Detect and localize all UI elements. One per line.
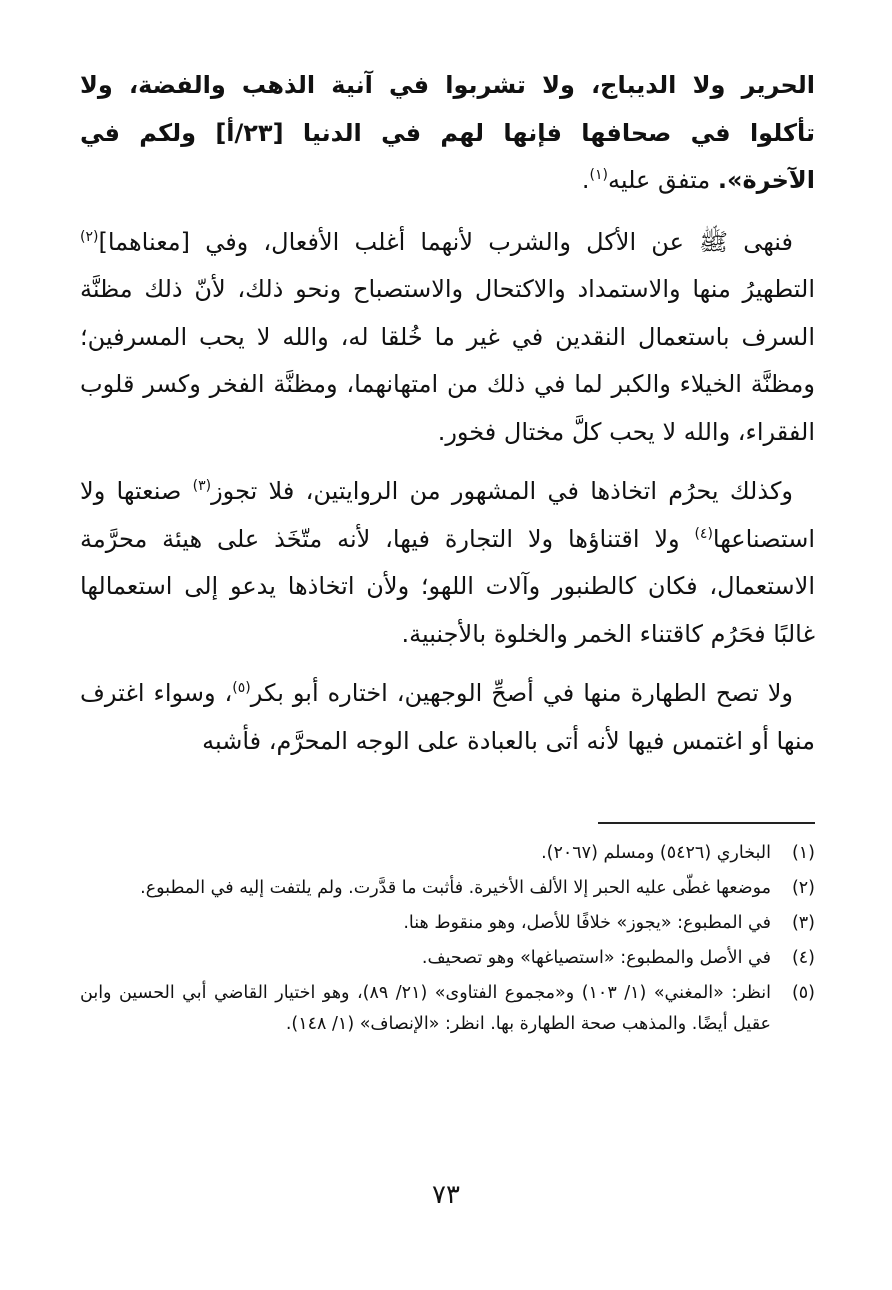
footnote-number: (٢): [791, 878, 815, 898]
paragraph-3-middle: صنعتها ولا استصناعها: [80, 477, 815, 553]
footnote-ref-1[interactable]: (١): [589, 167, 608, 183]
hadith-text: الحرير ولا الديباج، ولا تشربوا في آنية الذهب والفضة، ولا تأكلوا في صحافها فإنها لهم في الدنيا [٢٣/أ] ولكم في الآخرة».: [80, 71, 815, 194]
paragraph-1-end: .: [581, 166, 590, 194]
footnote-number: (٤): [791, 948, 815, 968]
footnote-separator: [598, 822, 815, 824]
footnote-ref-4[interactable]: (٤): [694, 525, 713, 542]
paragraph-2-rest: التطهيرُ منها والاستمداد والاكتحال والاستصباح ونحو ذلك، لأنّ ذلك مظنَّة السرف باستعمال النقدين في غير ما خُلقا له، والله لا يحب المسرفين؛ ومظنَّة الخيلاء والكبر لما في ذلك من امتهانهما، ومظنَّة الفخر وكسر قلوب الفقراء، والله لا يحب كلَّ مختال فخور.: [80, 275, 815, 446]
footnote-ref-3[interactable]: (٣): [192, 478, 212, 494]
paragraph-4: [80, 670, 815, 765]
footnote-number: (٣): [791, 913, 815, 933]
paragraph-3: [80, 468, 815, 658]
paragraph-2-start: فنهى ﷺ عن الأكل والشرب لأنهما أغلب الأفعال، وفي [معناهما]: [98, 227, 793, 256]
paragraph-4-start: ولا تصح الطهارة منها في أصحِّ الوجهين، اختاره أبو بكر: [250, 679, 794, 707]
footnotes: [80, 838, 815, 1044]
footnote-item: [80, 838, 815, 869]
footnote-text: في الأصل والمطبوع: «استصياغها» وهو تصحيف.: [421, 948, 771, 968]
paragraph-2: [80, 219, 815, 457]
page-number: ٧٣: [432, 1180, 460, 1210]
footnote-item: [80, 943, 815, 974]
footnote-ref-2[interactable]: (٢): [80, 228, 99, 245]
footnote-item: [80, 873, 815, 904]
footnote-item: [80, 908, 815, 939]
main-text: [80, 62, 815, 777]
footnote-number: (١): [791, 843, 815, 863]
footnote-text: موضعها غطّى عليه الحبر إلا الألف الأخيرة. فأثبت ما قدَّرت. ولم يلتفت إليه في المطبوع.: [140, 878, 771, 898]
paragraph-1: [80, 62, 815, 205]
footnote-text: انظر: «المغني» (١/ ١٠٣) و«مجموع الفتاوى» (٢١/ ٨٩)، وهو اختيار القاضي أبي الحسين وابن عقيل أيضًا. والمذهب صحة الطهارة بها. انظر: «الإنصاف» (١/ ١٤٨).: [80, 983, 771, 1034]
paragraph-3-rest: ولا اقتناؤها ولا التجارة فيها، لأنه متّخَذ على هيئة محرَّمة الاستعمال، فكان كالطنبور وآلات اللهو؛ ولأن اتخاذها يدعو إلى استعمالها غالبًا فحَرُم كاقتناء الخمر والخلوة بالأجنبية.: [80, 524, 815, 648]
paragraph-4-rest: ، وسواء اغترف منها أو اغتمس فيها لأنه أتى بالعبادة على الوجه المحرَّم، فأشبه: [80, 679, 815, 755]
footnote-ref-5[interactable]: (٥): [232, 680, 251, 696]
footnote-number: (٥): [791, 983, 815, 1003]
reference-source: متفق عليه: [607, 166, 711, 194]
footnote-text: في المطبوع: «يجوز» خلافًا للأصل، وهو منقوط هنا.: [403, 913, 771, 933]
paragraph-3-start: وكذلك يحرُم اتخاذها في المشهور من الروايتين، فلا تجوز: [211, 477, 793, 505]
footnote-item: [80, 978, 815, 1040]
footnote-text: البخاري (٥٤٢٦) ومسلم (٢٠٦٧).: [541, 843, 771, 863]
